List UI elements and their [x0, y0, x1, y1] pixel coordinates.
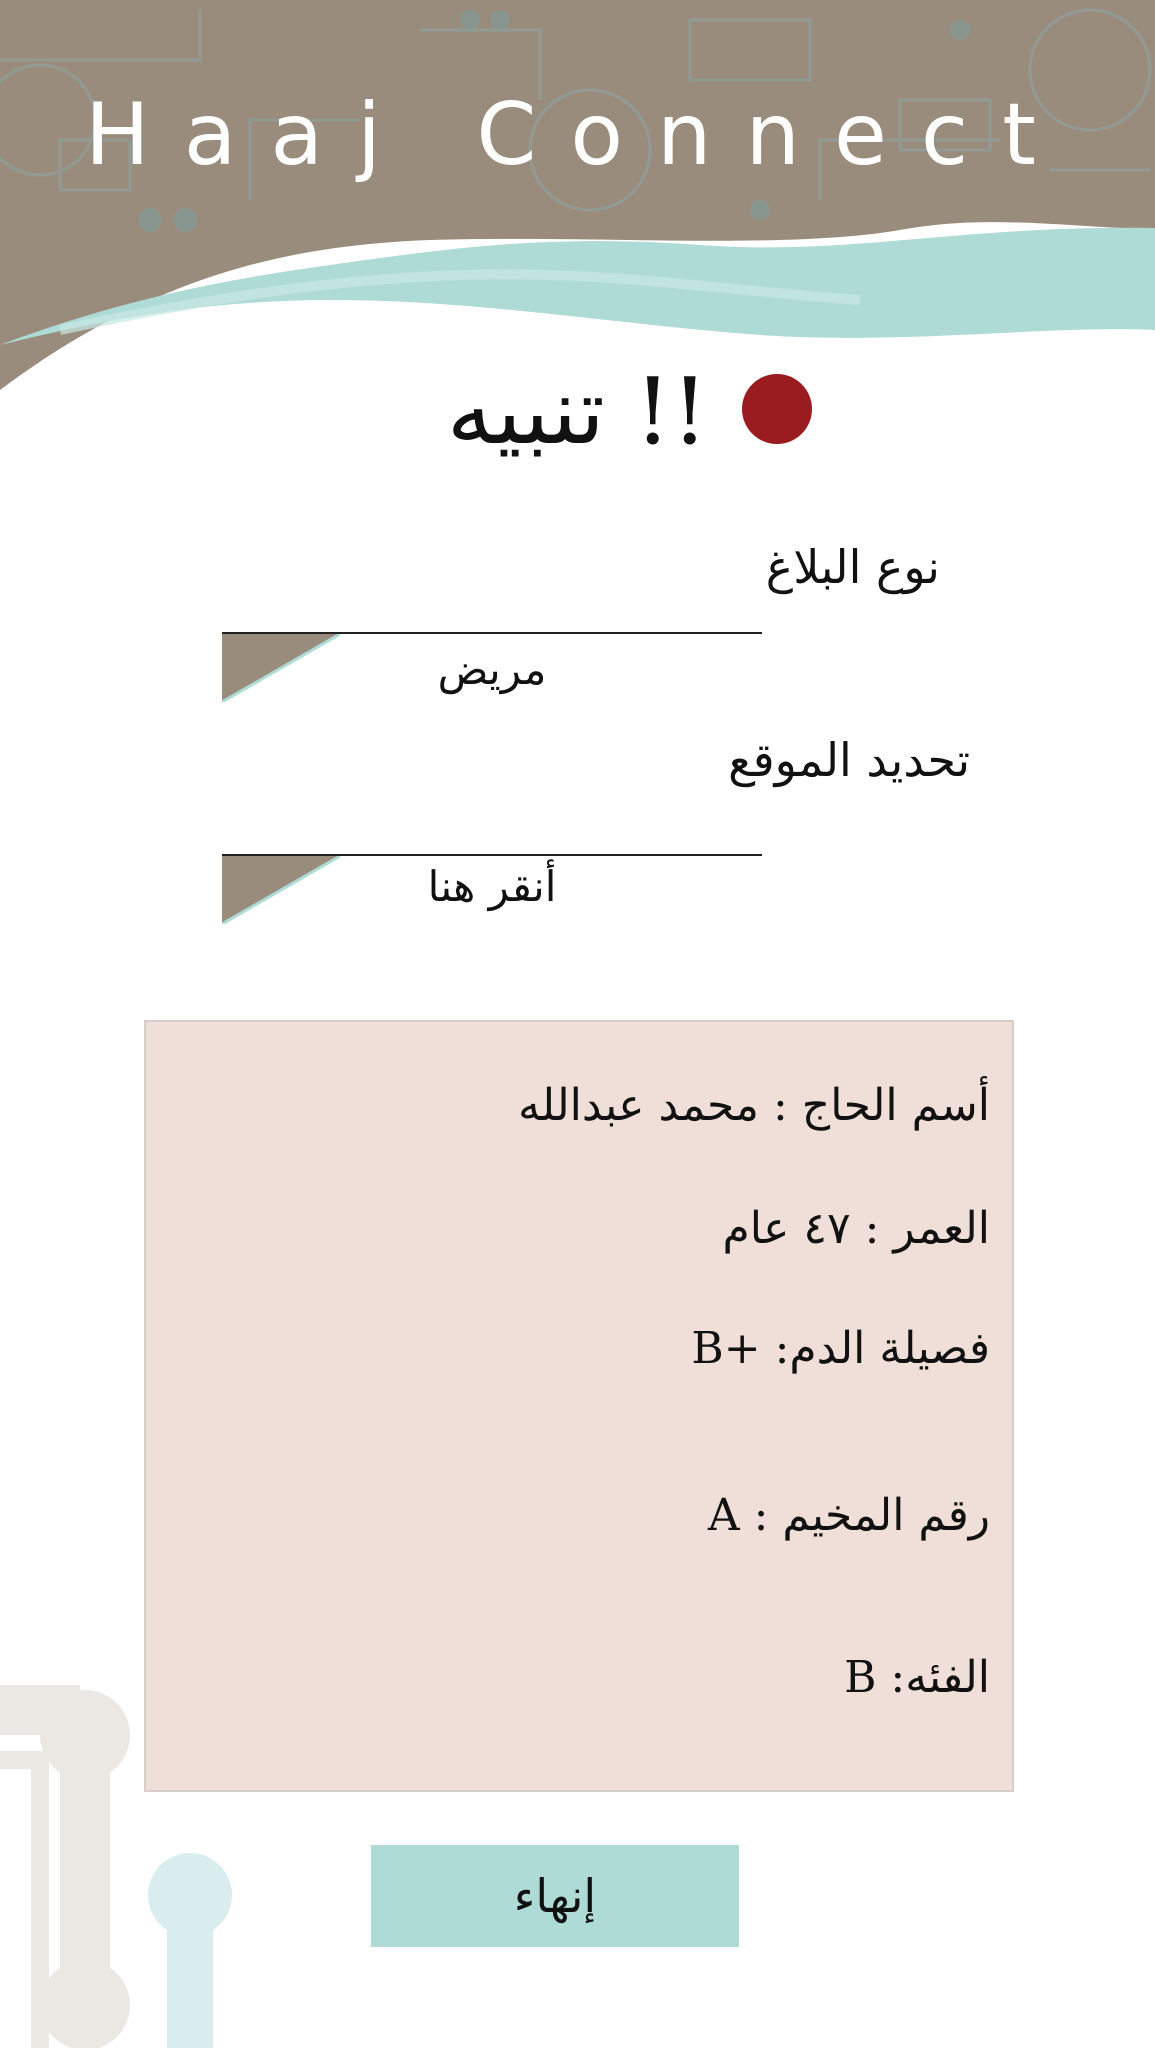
- blood-type-value: B+: [691, 1323, 761, 1374]
- report-type-select[interactable]: مريض: [437, 645, 547, 694]
- location-picker[interactable]: أنقر هنا: [427, 862, 557, 911]
- category-value: B: [844, 1652, 877, 1703]
- header-banner: [0, 0, 1155, 400]
- category-label: الفئه:: [890, 1652, 990, 1703]
- location-label: تحديد الموقع: [728, 733, 970, 787]
- finish-button[interactable]: إنهاء: [371, 1845, 739, 1947]
- alert-indicator-icon: [742, 374, 812, 444]
- pilgrim-name-label: أسم الحاج :: [772, 1080, 990, 1131]
- pilgrim-age-value: ٤٧ عام: [722, 1203, 851, 1254]
- camp-number-label: رقم المخيم :: [753, 1490, 990, 1541]
- pilgrim-name-value: محمد عبدالله: [518, 1080, 759, 1131]
- report-type-label: نوع البلاغ: [765, 540, 940, 594]
- blood-type-label: فصيلة الدم:: [774, 1323, 990, 1374]
- camp-number-row: [708, 1490, 990, 1541]
- blood-type-row: [691, 1323, 990, 1374]
- camp-number-value: A: [707, 1490, 740, 1541]
- category-row: [844, 1652, 990, 1703]
- pilgrim-age-row: [722, 1203, 990, 1254]
- alert-title: تنبيه !!: [446, 358, 709, 465]
- pilgrim-age-label: العمر :: [864, 1203, 990, 1254]
- pilgrim-name-row: [518, 1080, 990, 1131]
- app-title: Haaj Connect: [85, 85, 1070, 185]
